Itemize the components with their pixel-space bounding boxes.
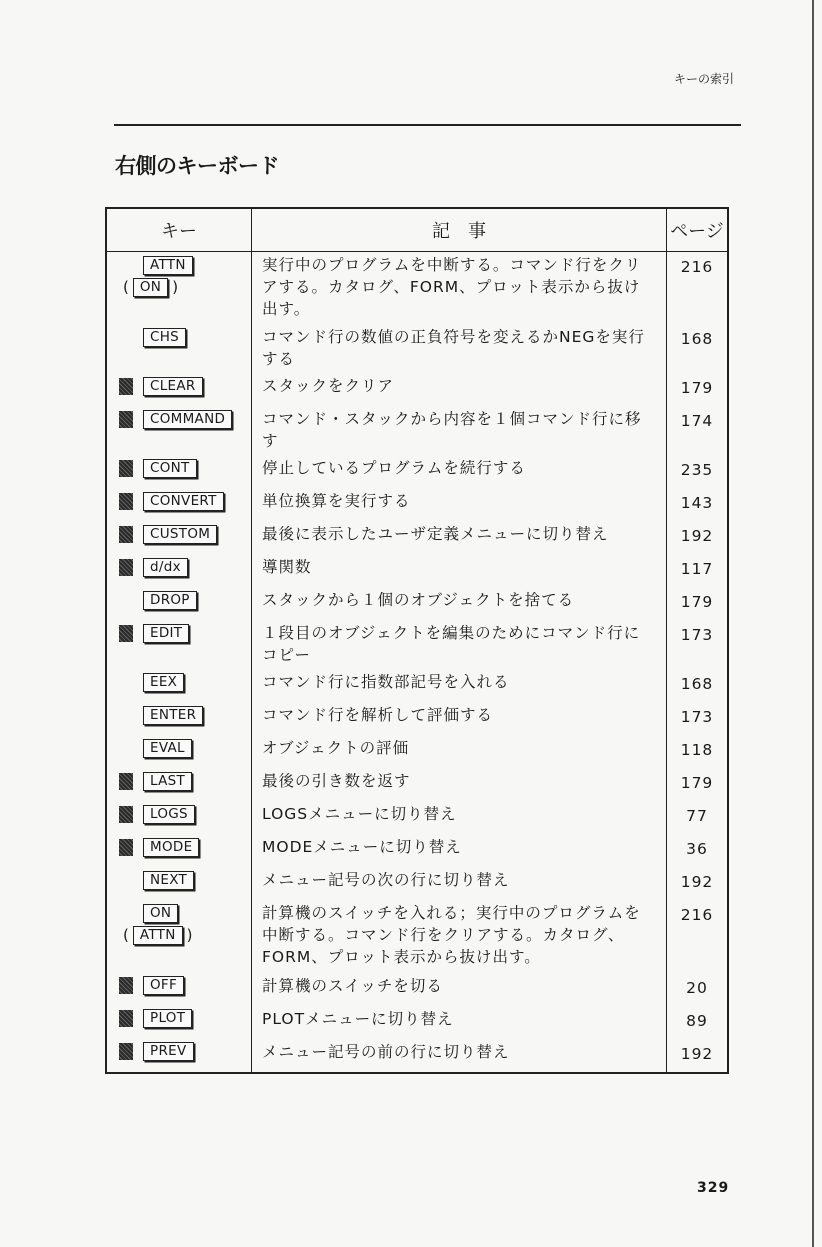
description-cell: スタックをクリア: [252, 373, 667, 406]
description-cell: 単位換算を実行する: [252, 488, 667, 521]
description-cell: メニュー記号の次の行に切り替え: [252, 867, 667, 900]
table-row: [106, 324, 728, 373]
description-cell: PLOTメニューに切り替え: [252, 1006, 667, 1039]
description-cell: １段目のオブジェクトを編集のためにコマンド行にコピー: [252, 620, 667, 669]
key-line: [119, 671, 251, 693]
table-row: [106, 1039, 728, 1073]
shift-key-icon: [119, 493, 133, 510]
key-label: PREV: [143, 1042, 194, 1061]
page-ref-cell: 179: [667, 768, 729, 801]
page-ref-cell: 143: [667, 488, 729, 521]
key-cell: [106, 252, 252, 325]
key-line: [119, 1041, 251, 1063]
key-cell: [106, 973, 252, 1006]
key-cell: [106, 521, 252, 554]
key-cell: [106, 735, 252, 768]
key-line: [119, 836, 251, 858]
alt-key-line: [119, 276, 251, 298]
key-line: [119, 408, 251, 430]
key-label: CONVERT: [143, 492, 224, 511]
shift-key-icon: [119, 411, 133, 428]
key-cell: [106, 324, 252, 373]
description-cell: 計算機のスイッチを切る: [252, 973, 667, 1006]
shift-key-icon: [119, 1043, 133, 1060]
alt-key-label: ON: [133, 278, 168, 297]
page-ref-cell: 20: [667, 973, 729, 1006]
key-label: CLEAR: [143, 377, 203, 396]
description-cell: スタックから１個のオブジェクトを捨てる: [252, 587, 667, 620]
table-row: [106, 702, 728, 735]
key-cell: [106, 1006, 252, 1039]
page-ref-cell: 192: [667, 867, 729, 900]
key-cell: [106, 373, 252, 406]
key-line: [119, 622, 251, 644]
shift-key-icon: [119, 378, 133, 395]
key-label: COMMAND: [143, 410, 232, 429]
table-row: [106, 735, 728, 768]
page-ref-cell: 77: [667, 801, 729, 834]
page-ref-cell: 179: [667, 587, 729, 620]
key-cell: [106, 801, 252, 834]
description-cell: 最後に表示したユーザ定義メニューに切り替え: [252, 521, 667, 554]
shift-key-icon: [119, 1010, 133, 1027]
key-label: EVAL: [143, 739, 192, 758]
page-ref-cell: 173: [667, 702, 729, 735]
key-cell: [106, 620, 252, 669]
description-cell: コマンド行を解析して評価する: [252, 702, 667, 735]
key-cell: [106, 702, 252, 735]
table-body: [106, 252, 728, 1074]
shift-key-icon: [119, 460, 133, 477]
page-ref-cell: 179: [667, 373, 729, 406]
table-row: [106, 973, 728, 1006]
key-line: [119, 490, 251, 512]
page-ref-cell: 168: [667, 324, 729, 373]
table-row: [106, 554, 728, 587]
header-page: ページ: [667, 208, 729, 252]
table-row: [106, 900, 728, 972]
key-cell: [106, 1039, 252, 1073]
page-edge-line: [812, 0, 814, 1247]
page-ref-cell: 235: [667, 455, 729, 488]
key-label: LAST: [143, 772, 192, 791]
table-row: [106, 801, 728, 834]
shift-key-icon: [119, 526, 133, 543]
alt-key-line: [119, 924, 251, 946]
page-ref-cell: 89: [667, 1006, 729, 1039]
table-header-row: [106, 208, 728, 252]
page-ref-cell: 118: [667, 735, 729, 768]
paren-close: ): [172, 278, 179, 296]
description-cell: MODEメニューに切り替え: [252, 834, 667, 867]
key-label: PLOT: [143, 1009, 192, 1028]
page-ref-cell: 192: [667, 521, 729, 554]
key-cell: [106, 669, 252, 702]
table-row: [106, 620, 728, 669]
description-cell: 最後の引き数を返す: [252, 768, 667, 801]
page-ref-cell: 216: [667, 252, 729, 325]
page-ref-cell: 36: [667, 834, 729, 867]
key-cell: [106, 587, 252, 620]
paren-open: (: [123, 278, 129, 296]
key-label: OFF: [143, 976, 184, 995]
key-line: [119, 457, 251, 479]
description-cell: メニュー記号の前の行に切り替え: [252, 1039, 667, 1073]
table-row: [106, 768, 728, 801]
shift-key-icon: [119, 977, 133, 994]
key-line: [119, 975, 251, 997]
key-label: d/dx: [143, 558, 188, 577]
paren-close: ): [186, 926, 193, 945]
key-line: [119, 523, 251, 545]
table-row: [106, 455, 728, 488]
page-ref-cell: 168: [667, 669, 729, 702]
key-label: MODE: [143, 838, 199, 857]
key-cell: [106, 834, 252, 867]
description-cell: オブジェクトの評価: [252, 735, 667, 768]
table-row: [106, 1006, 728, 1039]
alt-key-label: ATTN: [133, 926, 183, 945]
table-row: [106, 834, 728, 867]
key-label: CHS: [143, 328, 186, 347]
key-label: NEXT: [143, 871, 194, 890]
description-cell: 計算機のスイッチを入れる；実行中のプログラムを中断する。コマンド行をクリアする。カタログ、FORM、プロット表示から抜け出す。: [252, 900, 667, 972]
table-row: [106, 406, 728, 455]
key-cell: [106, 455, 252, 488]
key-cell: [106, 867, 252, 900]
page-ref-cell: 117: [667, 554, 729, 587]
page-ref-cell: 192: [667, 1039, 729, 1073]
table-row: [106, 669, 728, 702]
key-line: [119, 770, 251, 792]
key-cell: [106, 488, 252, 521]
key-cell: [106, 768, 252, 801]
key-line: [119, 589, 251, 611]
key-label: EDIT: [143, 624, 189, 643]
key-cell: [106, 554, 252, 587]
key-label: EEX: [143, 673, 184, 692]
key-label: CUSTOM: [143, 525, 217, 544]
key-index-table: [105, 207, 729, 1074]
key-label: ENTER: [143, 706, 203, 725]
key-line: [119, 1008, 251, 1030]
description-cell: コマンド行に指数部記号を入れる: [252, 669, 667, 702]
description-cell: 導関数: [252, 554, 667, 587]
key-line: [119, 326, 251, 348]
description-cell: 停止しているプログラムを続行する: [252, 455, 667, 488]
description-cell: LOGSメニューに切り替え: [252, 801, 667, 834]
description-cell: コマンド・スタックから内容を１個コマンド行に移す: [252, 406, 667, 455]
table-row: [106, 867, 728, 900]
key-line: [119, 556, 251, 578]
table-row: [106, 252, 728, 325]
page-number: 329: [697, 1180, 730, 1196]
table-row: [106, 373, 728, 406]
key-line: [119, 254, 251, 276]
table-row: [106, 488, 728, 521]
description-cell: コマンド行の数値の正負符号を変えるかNEGを実行する: [252, 324, 667, 373]
shift-key-icon: [119, 625, 133, 642]
header-key: キー: [106, 208, 252, 252]
shift-key-icon: [119, 773, 133, 790]
key-line: [119, 803, 251, 825]
shift-key-icon: [119, 806, 133, 823]
key-label: ATTN: [143, 256, 193, 275]
key-label: ON: [143, 904, 178, 923]
key-line: [119, 704, 251, 726]
key-cell: [106, 406, 252, 455]
header-rule: [114, 124, 741, 126]
key-line: [119, 737, 251, 759]
key-line: [119, 869, 251, 891]
key-label: LOGS: [143, 805, 195, 824]
page-ref-cell: 174: [667, 406, 729, 455]
description-cell: 実行中のプログラムを中断する。コマンド行をクリアする。カタログ、FORM、プロット表示から抜け出す。: [252, 252, 667, 325]
page-ref-cell: 173: [667, 620, 729, 669]
shift-key-icon: [119, 839, 133, 856]
key-line: [119, 375, 251, 397]
key-cell: [106, 900, 252, 972]
header-description: 記 事: [252, 208, 667, 252]
paren-open: (: [123, 926, 129, 945]
table-row: [106, 521, 728, 554]
shift-key-icon: [119, 559, 133, 576]
key-line: [119, 902, 251, 924]
table-row: [106, 587, 728, 620]
section-title: 右側のキーボード: [115, 154, 279, 178]
key-label: CONT: [143, 459, 197, 478]
key-label: DROP: [143, 591, 197, 610]
running-header: キーの索引: [674, 72, 735, 86]
page-ref-cell: 216: [667, 900, 729, 972]
